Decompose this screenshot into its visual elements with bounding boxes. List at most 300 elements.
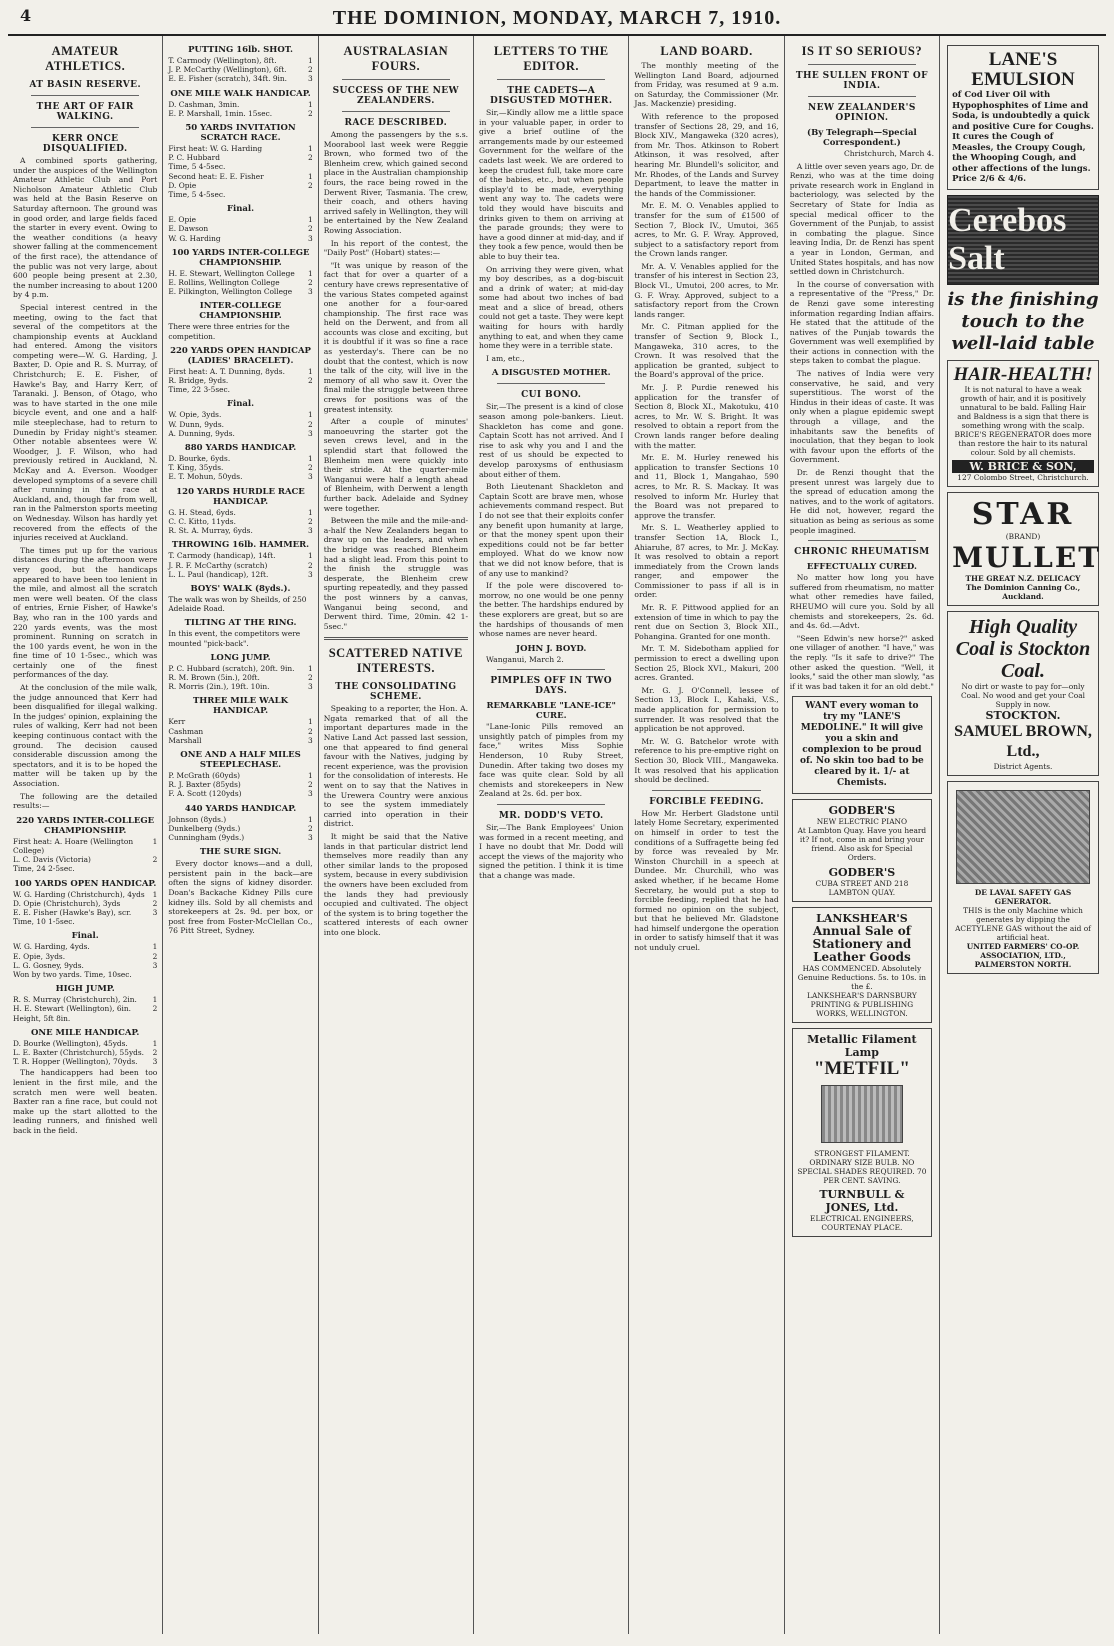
result-competitor: Time, 22 3-5sec.	[168, 385, 231, 395]
result-competitor: E. Dawson	[168, 224, 209, 234]
event-title: LONG JUMP.	[210, 652, 271, 663]
result-row	[168, 526, 312, 535]
result-competitor: F. A. Scott (120yds)	[168, 789, 242, 799]
result-place: 3	[307, 569, 313, 579]
result-row	[168, 215, 312, 224]
result-competitor: R. Bridge, 9yds.	[168, 376, 229, 386]
column-letters	[474, 36, 629, 1634]
article-heading: SCATTERED NATIVE INTERESTS.	[328, 646, 464, 676]
event-results	[168, 717, 312, 745]
result-competitor: H. E. Stewart (Wellington), 6in.	[13, 1004, 131, 1014]
result-row	[13, 864, 157, 873]
result-competitor: J. R. F. McCarthy (scratch)	[168, 560, 268, 570]
advert-subtitle: Annual Sale of Stationery and Leather Goods	[812, 924, 912, 965]
advert-body: THIS is the only Machine which generates by dipping the ACETYLENE GAS without the aid of artificial heat.	[955, 905, 1091, 942]
result-competitor: Cashman	[168, 726, 204, 736]
letter-body: I am, etc.,	[486, 353, 525, 363]
result-place: 2	[307, 153, 313, 163]
article-paragraph: Mr. G. J. O'Connell, lessee of Section 13, Block I., Kahaki, V.S., made application for permission to surrender. It was resolved that the application be not approved.	[634, 685, 779, 734]
result-row	[168, 454, 312, 463]
advert-address: 127 Colombo Street, Christchurch.	[957, 472, 1089, 482]
event-title: 100 YARDS OPEN HANDICAP.	[13, 878, 157, 889]
advert-star-mullet	[947, 492, 1102, 606]
result-competitor: D. Bourke, 6yds.	[168, 454, 231, 464]
result-row	[168, 824, 312, 833]
result-place: 2	[307, 463, 313, 473]
letter-title: THE CADETS—A DISGUSTED MOTHER.	[490, 86, 613, 106]
advert-address: ELECTRICAL ENGINEERS, COURTENAY PLACE.	[810, 1214, 914, 1233]
result-place: 1	[152, 889, 158, 899]
result-place: 1	[307, 215, 313, 225]
result-row	[168, 234, 312, 243]
result-place: 1	[307, 144, 313, 154]
advert-body: HAS COMMENCED. Absolutely Genuine Reductions. 5s. to 10s. in the £.	[797, 964, 926, 992]
event-title: 50 YARDS INVITATION SCRATCH RACE.	[185, 123, 296, 144]
result-competitor: Time, 5 4-5sec.	[168, 162, 226, 172]
advert-title: High Quality Coal is Stockton Coal.	[955, 615, 1091, 682]
result-row	[168, 508, 312, 517]
result-row	[168, 287, 312, 296]
result-competitor: E. Pilkington, Wellington College	[168, 287, 293, 297]
event-results	[168, 100, 312, 118]
advert-de-laval	[947, 781, 1099, 974]
result-row	[168, 367, 312, 376]
article-subheading: SUCCESS OF THE NEW ZEALANDERS.	[332, 86, 460, 106]
article-paragraph: Speaking to a reporter, the Hon. A. Ngata remarked that of all the important departures made in the Native Land Act passed last session, one that appeared to find general favour with the Natives, judging by recent experience, was the provision for the consolidation of interests. He went on to say that the Natives in the Urewera Country were anxious to see the system immediately carried into operation in their district.	[323, 704, 469, 829]
advert-title: PIMPLES OFF IN TWO DAYS.	[490, 676, 613, 697]
result-place: 3	[307, 735, 313, 745]
result-place: 2	[307, 65, 313, 75]
result-competitor: W. G. Harding	[168, 233, 221, 243]
divider	[497, 669, 605, 670]
result-row	[13, 908, 157, 917]
event-title: 220 YARDS INTER-COLLEGE CHAMPIONSHIP.	[16, 815, 155, 836]
result-row	[168, 162, 312, 171]
result-place: 3	[307, 789, 313, 799]
result-row	[168, 269, 312, 278]
result-place: 2	[307, 108, 313, 118]
advert-agents: UNITED FARMERS' CO-OP. ASSOCIATION, LTD., PALMERSTON NORTH.	[966, 941, 1080, 969]
article-paragraph: The times put up for the various distances during the afternoon were very good, but the handicaps appeared to have been too lenient in the mile, and almost all the scratch men were well beaten. Of the class of entries, Ernie Fisher, of Hawke's Bay, who ran in the 100 yards and 220 yards events, was the most prominent. Running on scratch in the 100 yards event, he won in the fine time of 10 1-5sec., which was certainly one of the finest performances of the day.	[13, 545, 158, 680]
advert-title: DE LAVAL SAFETY GAS GENERATOR.	[974, 887, 1072, 906]
result-competitor: D. Cashman, 3min.	[168, 99, 240, 109]
result-place: 2	[307, 672, 313, 682]
result-row	[168, 190, 312, 199]
advert-body: BRICE'S REGENERATOR does more than restore the hair to its natural colour. Sold by all chemists.	[954, 429, 1092, 457]
result-row	[168, 789, 312, 798]
result-row	[13, 1039, 157, 1048]
article-paragraph: Mr. A. V. Venables applied for the transfer of his interest in Section 23, Block VI., Umutoi, 200 acres, to Mr. G. F. Wray. Approved, subject to a satisfactory report from the Crown lands ranger.	[634, 261, 779, 319]
result-competitor: First heat: W. G. Harding	[168, 144, 263, 154]
event-results	[168, 595, 312, 613]
result-row	[168, 385, 312, 394]
article-paragraph: Among the passengers by the s.s. Moorabool last week were Reggie Brown, who formed two of the Blenheim crew, which gained second place in the Australian championship fours, the race being rowed in the Derwent River, Tasmania. The crew, their coach, and others having arrived safely in Wellington, they will be entertained by the New Zealand Rowing Association.	[323, 130, 469, 235]
event-title: Final.	[226, 399, 255, 410]
result-row	[168, 771, 312, 780]
article-paragraph: The following are the detailed results:—	[13, 791, 158, 811]
result-place: 1	[307, 171, 313, 181]
result-competitor: A. Dunning, 9yds.	[168, 428, 235, 438]
event-results	[168, 629, 312, 647]
result-row	[13, 1014, 157, 1023]
result-row	[13, 890, 157, 899]
article-paragraph: It might be said that the Native lands in that particular district lend themselves more readily than any other similar lands to the proposed system, because in every subdivision the owners have been excluded from the lands they had previously occupied and cultivated. The object of the system is to bring together the scattered interests of each owner into one block.	[323, 832, 469, 937]
result-competitor: W. Opie, 3yds.	[168, 410, 222, 420]
event-title: ONE AND A HALF MILES STEEPLECHASE.	[180, 749, 301, 770]
article-heading: IS IT SO SERIOUS?	[801, 44, 923, 58]
result-competitor: R. M. Brown (5in.), 20ft.	[168, 672, 260, 682]
letter-body: Sir,—The Bank Employees' Union was formed in a recent meeting, and I have no doubt that Mr. Dodd will accept the views of the majority who signed the petition. I think it is time that a change was made.	[479, 823, 624, 880]
divider	[497, 383, 605, 384]
event-results	[168, 322, 312, 340]
event-results	[13, 942, 157, 979]
result-competitor: L. G. Gosney, 9yds.	[13, 960, 84, 970]
event-title: ONE MILE WALK HANDICAP.	[170, 88, 311, 99]
result-row	[13, 970, 157, 979]
result-row	[168, 673, 312, 682]
event-title: THE SURE SIGN.	[199, 847, 282, 858]
event-title: BOYS' WALK (8yds.).	[190, 583, 291, 594]
result-competitor: C. C. Kitto, 11yds.	[168, 516, 236, 526]
advert-body: WANT every woman to try my "LANE'S MEDOLINE." It will give you a skin and complexion to be proud of. No skin too bad to be cleared by it. 1/- at Chemists.	[800, 701, 924, 789]
divider	[808, 64, 916, 65]
result-place: 2	[307, 180, 313, 190]
advert-subtitle: NEW ELECTRIC PIANO	[816, 817, 908, 827]
advert-godbers-piano	[792, 799, 932, 902]
advert-title: GODBER'S	[828, 804, 896, 818]
result-competitor: Time, 5 4-5sec.	[168, 190, 226, 200]
advert-subtitle: REMARKABLE "LANE-ICE" CURE.	[486, 701, 616, 722]
result-row	[13, 855, 157, 864]
advert-brand: STAR	[971, 496, 1075, 532]
article-paragraph: "It was unique by reason of the fact that for over a quarter of a century have crews representative of the various States competed against one another for a four-oared championship. The first race was held on the Derwent, and from all accounts was close and exciting, but it is doubtful if it was so fine a race as yesterday's. There can be no doubt that the contest, which is now the talk of the city, will live in the memory of all who saw it. Over the final mile the struggle between three crews for positions was of the greatest intensity.	[323, 260, 469, 414]
event-results	[13, 837, 157, 874]
article-paragraph: Mr. S. L. Weatherley applied to transfer Section 1A, Block I., Ahiaruhe, 87 acres, to Mr. J. McKay. It was resolved to obtain a report immediately from the Crown lands ranger, and empower the Commissioner to pass if all is in order.	[634, 523, 779, 600]
result-competitor: Height, 5ft 8in.	[13, 1013, 71, 1023]
result-place: 2	[307, 560, 313, 570]
result-place: 2	[307, 780, 313, 790]
result-row	[13, 961, 157, 970]
result-row	[168, 109, 312, 118]
result-row	[168, 153, 312, 162]
event-results	[13, 995, 157, 1023]
event-title: 880 YARDS HANDICAP.	[184, 443, 297, 454]
page-number: 4	[20, 6, 32, 25]
event-results	[13, 1039, 157, 1067]
article-byline: (By Telegraph—Special Correspondent.)	[807, 128, 917, 148]
result-place: 1	[307, 770, 313, 780]
result-row	[13, 899, 157, 908]
result-competitor: There were three entries for the competition.	[168, 322, 290, 341]
article-heading: AMATEUR ATHLETICS.	[45, 44, 126, 73]
result-row	[168, 144, 312, 153]
result-place: 2	[307, 823, 313, 833]
result-place: 1	[307, 410, 313, 420]
article-paragraph: Mr. W. G. Batchelor wrote with reference to his pre-emptive right on Section 30, Block VIII., Mangaweka. It was resolved that his application should be declined.	[634, 736, 779, 785]
article-paragraph: In his report of the contest, the "Daily Post" (Hobart) states:—	[323, 238, 469, 258]
result-row	[168, 410, 312, 419]
lamp-illustration	[821, 1085, 903, 1143]
result-competitor: E. Opie	[168, 215, 196, 225]
article-paragraph: The handicappers had been too lenient in the first mile, and the scratch men were well beaten. Baxter ran a fine race, but could not make up the start allotted to the leading runners, and finished well back in the field.	[13, 1068, 158, 1135]
article-paragraph: The natives of India were very conservative, he said, and very superstitious. The worst of the Hindus in their ideas of caste. It was only when a plague epidemic swept through a village, and the inhabitants saw the benefits of inoculation, that they began to look with favour upon the efforts of the Government.	[789, 369, 935, 465]
result-row	[168, 727, 312, 736]
result-competitor: Second heat: E. E. Fisher	[168, 171, 264, 181]
event-results	[168, 215, 312, 243]
result-place: 2	[307, 376, 313, 386]
result-place: 3	[152, 908, 158, 917]
result-place: 3	[152, 960, 158, 970]
advert-address: CUBA STREET AND 218 LAMBTON QUAY.	[815, 879, 909, 898]
result-place: 1	[307, 814, 313, 824]
advert-company: SAMUEL BROWN, Ltd.,	[954, 722, 1092, 760]
advert-body: No dirt or waste to pay for—only Coal. No wood and get your Coal Supply in now.	[961, 681, 1085, 709]
event-results	[168, 454, 312, 482]
result-competitor: The walk was won by Sheilds, of 250 Adelaide Road.	[168, 594, 307, 614]
result-competitor: E. Opie, 3yds.	[13, 951, 66, 961]
advert-subtitle: (BRAND)	[1005, 531, 1041, 541]
result-row	[168, 463, 312, 472]
result-row	[168, 517, 312, 526]
result-place: 1	[307, 663, 313, 673]
result-competitor: P. McGrath (60yds)	[168, 770, 241, 780]
result-row	[13, 1004, 157, 1013]
result-row	[168, 815, 312, 824]
result-row	[168, 429, 312, 438]
result-row	[13, 952, 157, 961]
result-competitor: Johnson (8yds.)	[168, 814, 227, 824]
result-row	[168, 551, 312, 560]
event-results	[168, 410, 312, 438]
result-competitor: First heat: A. T. Dunning, 8yds.	[168, 366, 285, 376]
result-row	[168, 682, 312, 691]
article-paragraph: Mr. C. Pitman applied for the transfer of Section 9, Block I., Mangaweka, 310 acres, to the Crown. It was resolved that the application be granted, subject to the Board's approval of the price.	[634, 322, 779, 380]
result-place: 2	[152, 1004, 158, 1014]
result-competitor: Won by two yards. Time, 10sec.	[13, 970, 132, 980]
advert-title: HAIR-HEALTH!	[953, 363, 1093, 385]
column-india	[785, 36, 940, 1634]
result-place: 1	[307, 454, 313, 464]
result-place: 1	[307, 99, 313, 109]
result-place: 1	[307, 268, 313, 278]
result-competitor: D. Opie	[168, 180, 197, 190]
advert-title: LANKSHEAR'S	[816, 912, 908, 926]
event-results	[168, 56, 312, 84]
article-subheading: NEW ZEALANDER'S OPINION.	[808, 103, 916, 123]
advert-stockton-coal	[947, 611, 1099, 776]
result-place: 1	[307, 366, 313, 376]
advert-company: The Dominion Canning Co., Auckland.	[965, 582, 1081, 601]
column-land-board	[629, 36, 784, 1634]
event-title: Final.	[226, 204, 255, 215]
advert-subtitle: THE GREAT N.Z. DELICACY	[965, 573, 1081, 583]
article-paragraph: Mr. J. P. Purdie renewed his application for the transfer of Section 8, Block XI., Makotuku, 410 acres, to Mr. W. S. Bright. It was resolved to obtain a report from the Crown lands ranger before dealing with the matter.	[634, 383, 779, 450]
event-results	[168, 551, 312, 579]
column-amateur-athletics	[8, 36, 163, 1634]
event-title: THREE MILE WALK HANDICAP.	[192, 696, 289, 717]
advert-sure-sign: Every doctor knows—and a dull, persistent pain in the back—are often the signs of kidney disorder. Doan's Backache Kidney Pills cure kidney ills. Sold by all chemists and storekeepers at 2s. 9d. per box, or post free from Foster-McClellan Co., 76 Pitt Street, Sydney.	[168, 859, 313, 936]
article-subheading: KERR ONCE DISQUALIFIED.	[42, 134, 128, 154]
result-competitor: H. E. Stewart, Wellington College	[168, 268, 295, 278]
result-competitor: T. King, 35yds.	[168, 463, 224, 473]
advert-body: It is not natural to have a weak growth of hair, and it is positively unnatural to be bald. Falling Hair and Baldness is a sign that there is something wrong with the scalp.	[957, 384, 1089, 430]
advert-metfil-lamp	[792, 1028, 932, 1237]
event-title: PUTTING 16lb. SHOT.	[188, 45, 293, 55]
result-row	[168, 65, 312, 74]
article-subheading: AT BASIN RESERVE.	[29, 80, 141, 90]
article-heading: LAND BOARD.	[660, 44, 753, 58]
article-paragraph: Between the mile and the mile-and-a-half the New Zealanders began to draw up on the leaders, and when the bridge was reached Blenheim had a slight lead. From this point to the finish the struggle was desperate, the Blenheim crew spurting repeatedly, and they passed the post winners by a canvas, Wanganui being second, and Derwent third. Time, 20min. 42 1-5sec."	[323, 516, 469, 631]
result-place: 1	[152, 995, 158, 1005]
event-title: 120 YARDS HURDLE RACE HANDICAP.	[176, 486, 305, 507]
result-place: 2	[307, 419, 313, 429]
result-competitor: T. Carmody (Wellington), 8ft.	[168, 56, 277, 65]
result-competitor: J. P. McCarthy (Wellington), 6ft.	[168, 65, 287, 75]
event-title: TILTING AT THE RING.	[184, 618, 297, 629]
advert-title: MULLET	[952, 540, 1102, 574]
result-row	[13, 1057, 157, 1066]
result-place: 2	[307, 726, 313, 736]
result-competitor: G. H. Stead, 6yds.	[168, 507, 236, 517]
divider	[497, 79, 605, 80]
result-row	[168, 570, 312, 579]
result-row	[168, 224, 312, 233]
result-competitor: E. E. Fisher (scratch), 34ft. 9in.	[168, 74, 288, 84]
divider	[342, 111, 450, 112]
result-row	[168, 833, 312, 842]
advert-lanes-emulsion	[947, 45, 1099, 190]
advert-body: No matter how long you have suffered from rheumatism, no matter what other remedies have failed, RHEUMO will cure you. Sold by all chemists and storekeepers, 2s. 6d. and 4s. 6d.—Advt.	[789, 573, 935, 631]
result-place: 3	[152, 1057, 158, 1067]
result-place: 3	[307, 74, 313, 84]
letter-body: Sir,—Kindly allow me a little space in your valuable paper, in order to give a brief outline of the arrangements made by our esteemed Government for the welfare of the cadets last week. We are ordered to keep the crudest full, take more care of the babies, etc., but when people display'd to be made, everything went any way to. The cadets were told they would have biscuits and drinks given to them on arriving at the parade grounds; they were to have a good dinner at mid-day, and if they took a few pence, would then be able to buy their tea.	[479, 108, 624, 261]
divider	[808, 96, 916, 97]
divider	[31, 95, 139, 96]
event-results	[168, 771, 312, 799]
advert-body: of Cod Liver Oil with Hypophosphites of Lime and Soda, is undoubtedly a quick and positive Cure for Coughs. It cures the Cough of Measles, the Croupy Cough, the Whooping Cough, and other affections of the lungs. Price 2/6 & 4/6.	[952, 90, 1094, 184]
article-paragraph: A little over seven years ago, Dr. de Renzi, who was at the time doing private research work in England in bacteriology, was selected by the Secretary of State for India as special medical officer to the Government of the Punjab, to assist in combating the plague. Since leaving India, Dr. de Renzi has spent a year in London, German, and United States hospitals, and has now settled down in Christchurch.	[789, 161, 935, 277]
result-competitor: T. Carmody (handicap), 14ft.	[168, 551, 276, 561]
result-row	[168, 100, 312, 109]
letter-body: Sir,—The present is a kind of close season among pole-bankers. Lieut. Shackleton has come and gone. Captain Scott has not arrived. And I rise to ask why you and I and the rest of us should be expected to develop paroxysms of enthusiasm about either of them.	[479, 402, 624, 479]
article-paragraph: How Mr. Herbert Gladstone until lately Home Secretary, experimented on himself in order to test the conditions of a Suffragette being fed by force was revealed by Mr. Winston Churchill in a speech at Dundee. Mr. Churchill, who was asked whether, if he became Home Secretary, he would put a stop to forcible feeding, replied that he had formed no opinion on the subject, but that he believed Mr. Gladstone had himself undergone the operation in order to satisfy himself that it was not unduly cruel.	[634, 808, 779, 953]
quip: "Seen Edwin's new horse?" asked one villager of another. "I have," was the reply. "Is it safe to drive?" The other asked the question. "Well, it looks," said the other man slowly, "as if it was bad taken it for an old debt."	[789, 633, 935, 691]
event-title: ONE MILE HANDICAP.	[30, 1027, 140, 1038]
result-row	[168, 664, 312, 673]
advert-brand: "METFIL"	[813, 1058, 910, 1080]
divider	[324, 637, 468, 640]
advert-title: Metallic Filament Lamp	[807, 1033, 917, 1060]
letter-title: CUI BONO.	[521, 390, 582, 401]
result-place: 1	[152, 942, 158, 952]
result-row	[13, 995, 157, 1004]
event-results	[168, 144, 312, 199]
result-place: 2	[152, 1048, 158, 1058]
result-competitor: L. L. Paul (handicap), 12ft.	[168, 569, 269, 579]
column-advertisements	[940, 36, 1106, 1634]
divider	[808, 540, 916, 541]
result-place: 1	[307, 56, 313, 65]
result-place: 1	[307, 551, 313, 561]
advert-company: W. BRICE & SON,	[952, 460, 1094, 473]
result-place: 2	[152, 898, 158, 908]
advert-title: CHRONIC RHEUMATISM	[794, 547, 930, 558]
result-row	[13, 917, 157, 926]
result-place: 3	[307, 233, 313, 243]
result-competitor: First heat: A. Hoare (Wellington College)	[13, 836, 134, 855]
letter-signature: JOHN J. BOYD.	[516, 643, 587, 654]
divider	[342, 79, 450, 80]
result-row	[168, 561, 312, 570]
event-title: INTER-COLLEGE CHAMPIONSHIP.	[199, 301, 282, 322]
masthead	[8, 0, 1106, 36]
result-competitor: D. Opie (Christchurch), 3yds	[13, 898, 121, 908]
article-paragraph: Mr. E. M. Hurley renewed his application to transfer Sections 10 and 11, Block 1, Mangahao, 590 acres, to Mr. R. S. Mackay. It was resolved to inform Mr. Hurley that the Board was not prepared to approve the transfer.	[634, 453, 779, 520]
event-title: 440 YARDS HANDICAP.	[184, 803, 297, 814]
event-title: 100 YARDS INTER-COLLEGE CHAMPIONSHIP.	[171, 247, 310, 268]
result-competitor: Marshall	[168, 735, 202, 745]
result-place: 2	[152, 855, 158, 865]
advert-note: LANKSHEAR'S DARNSBURY PRINTING & PUBLISHING WORKS, WELLINGTON.	[807, 991, 917, 1019]
result-competitor: E. P. Marshall, 1min. 15sec.	[168, 108, 273, 118]
result-row	[168, 472, 312, 481]
column-athletics-results	[163, 36, 318, 1634]
article-paragraph: With reference to the proposed transfer of Sections 28, 29, and 16, Block XIV., Mangaweka (320 acres), from Mr. Thos. Atkinson to Robert Atkinson, it was resolved, after hearing Mr. Blundell's solicitor, and Mr. Rhodes, of the Lands and Survey Department, to leave the matter in the hands of the Commissioner.	[634, 111, 779, 198]
result-place: 3	[307, 472, 313, 482]
result-row	[168, 181, 312, 190]
letter-body: Both Lieutenant Shackleton and Captain Scott are brave men, whose achievements command respect. But I do not see that their exploits confer any benefit upon humanity at large, or that the money spent upon their expeditions could not be far better employed. What do we know now that we did not know before, that is of any use to mankind?	[479, 482, 624, 578]
result-competitor: E. T. Mohun, 50yds.	[168, 472, 243, 482]
article-paragraph: The monthly meeting of the Wellington Land Board, adjourned from Friday, was resumed at 9 a.m. on Saturday, the Commissioner (Mr. Jas. Mackenzie) presiding.	[634, 61, 779, 109]
divider	[497, 804, 605, 805]
article-paragraph: Mr. T. M. Sidebotham applied for permission to erect a dwelling upon Section 25, Block XVI., Makuri, 200 acres. Granted.	[634, 644, 779, 683]
article-heading: LETTERS TO THE EDITOR.	[493, 44, 609, 73]
advert-lankshears	[792, 907, 932, 1023]
result-place: 3	[307, 526, 313, 536]
article-subheading: THE SULLEN FRONT OF INDIA.	[795, 71, 928, 91]
result-competitor: In this event, the competitors were mounted "pick-back".	[168, 629, 301, 648]
result-competitor: R. Morris (2in.), 19ft. 10in.	[168, 682, 270, 692]
result-row	[168, 376, 312, 385]
article-paragraph: Special interest centred in the meeting, owing to the fact that several of the competitors at the championship events at Auckland had entered. Among the visitors competing were—W. G. Harding, J. Baxter, D. Opie and R. S. Murray, of Christchurch; E. E. Fisher, of Hawke's Bay, and Harry Kerr, of Taranaki. J. Benson, of Otago, who was to have started in the one mile bicycle event, and one and a half-mile steeplechase, had to return to Dunedin by Friday night's steamer. Other notable absentees were W. Woodger, J. F. Wilson, who had previously retired in Auckland, N. McKay and A. Everson. Woodger developed symptoms of a severe chill after running in the race at Auckland, and, though far from well, ran in the Palmerston sports meeting on Wednesday. Wilson has hardly yet recovered from the effects of the injuries received at Auckland.	[13, 302, 158, 543]
result-competitor: L. C. Davis (Victoria)	[13, 855, 91, 865]
advert-lanes-medoline	[792, 696, 932, 794]
result-competitor: Dunkelberg (9yds.)	[168, 823, 241, 833]
result-row	[13, 942, 157, 951]
result-place: 3	[307, 428, 313, 438]
article-subheading: THE CONSOLIDATING SCHEME.	[335, 682, 457, 703]
result-competitor: Time, 24 2-5sec.	[13, 864, 75, 874]
article-heading: FORCIBLE FEEDING.	[649, 796, 764, 807]
advert-body: "Lane-Ionic Pills removed an unsightly patch of pimples from my face," writes Miss Sophie Henderson, 10 Ruby Street, Dunedin. After taking two doses my face was quite clear. Sold by all chemists and storekeepers in New Zealand at 2s. 6d. per box.	[479, 722, 624, 799]
advert-cerebos-caption: is the finishing touch to the well-laid table	[947, 288, 1099, 354]
result-row	[168, 780, 312, 789]
page-title: THE DOMINION, MONDAY, MARCH 7, 1910.	[332, 7, 782, 29]
article-paragraph: A combined sports gathering, under the auspices of the Wellington Amateur Athletic Club and Port Nicholson Amateur Athletic Club was held at the Basin Reserve on Saturday afternoon. The ground was in good order, and large fields faced the starter in every event. Owing to the weather conditions (a heavy shower falling at the commencement of the first race), the attendance of the public was not very large, about 600 people being present at 2.30, the number increasing to about 1200 by 4 p.m.	[13, 156, 158, 300]
article-subheading: THE ART OF FAIR WALKING.	[36, 102, 134, 122]
generator-illustration	[956, 790, 1090, 884]
event-results	[168, 508, 312, 536]
event-results	[168, 269, 312, 297]
result-competitor: Time, 10 1-5sec.	[13, 917, 75, 927]
result-row	[168, 172, 312, 181]
result-competitor: R. S. Murray (Christchurch), 2in.	[13, 995, 137, 1005]
result-row	[168, 56, 312, 65]
result-competitor: W. Dunn, 9yds.	[168, 419, 224, 429]
advert-subtitle: District Agents.	[993, 761, 1053, 771]
article-dateline: Christchurch, March 4.	[843, 149, 935, 158]
event-results	[13, 890, 157, 927]
